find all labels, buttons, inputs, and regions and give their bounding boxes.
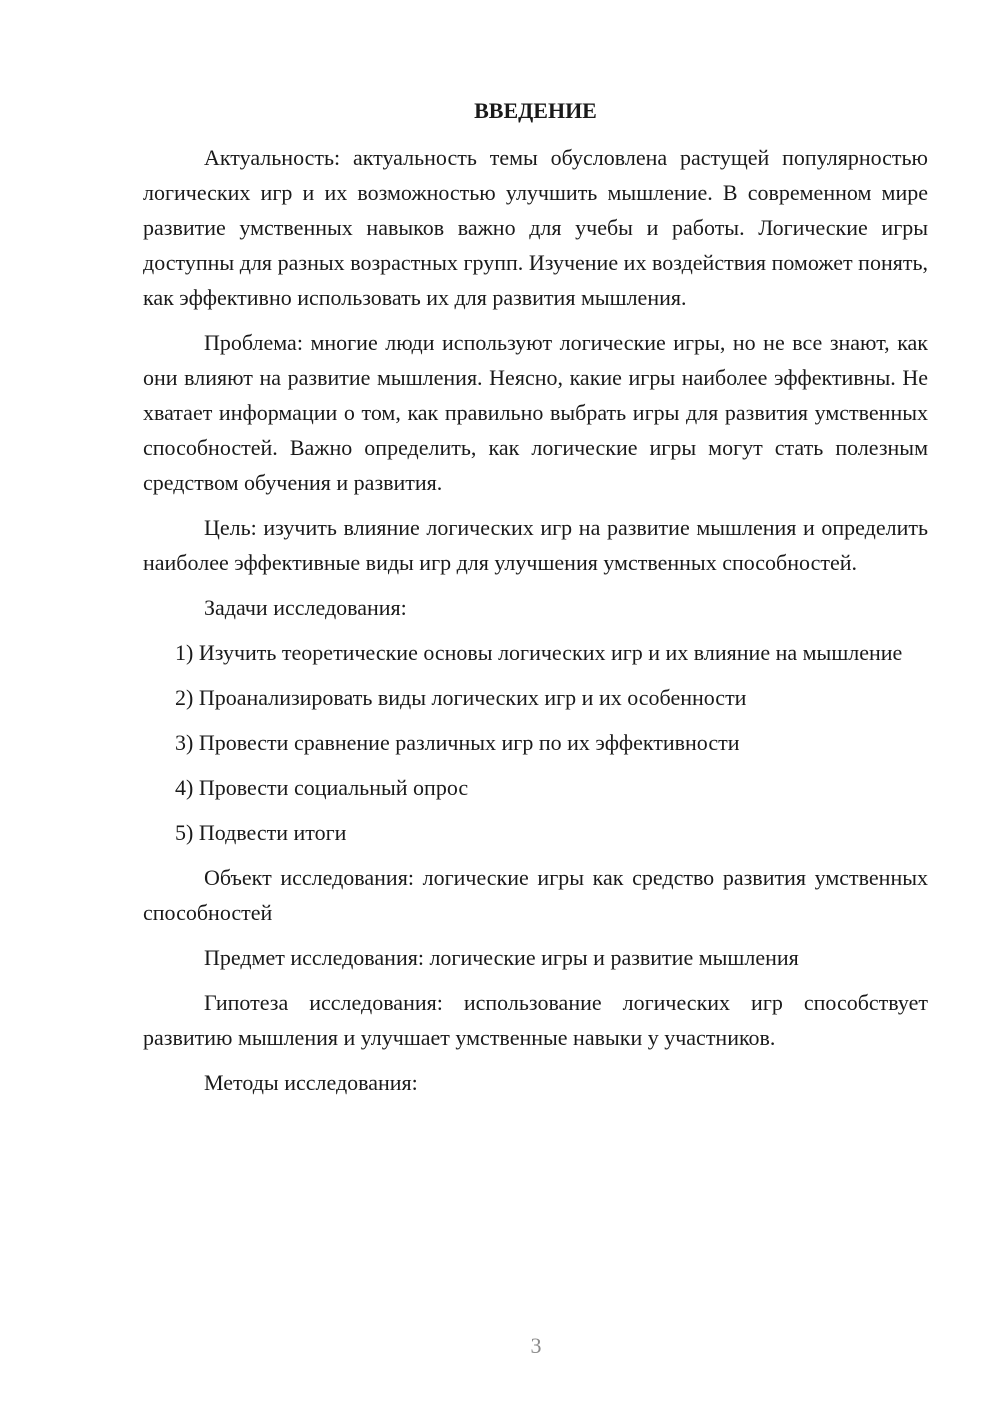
object-paragraph: Объект исследования: логические игры как средство развития умственных способностей — [143, 865, 928, 925]
tasks-list — [143, 635, 928, 850]
relevance-paragraph: Актуальность: актуальность темы обусловлена растущей популярностью логических игр и их возможностью улучшить мышление. В современном мире развитие умственных навыков важно для учебы и работы. Логические игры доступны для разных возрастных групп. Изучение их воздействия поможет понять, как эффективно использовать их для развития мышления. — [143, 145, 928, 310]
task-item: 5) Подвести итоги — [175, 820, 347, 845]
task-item: 1) Изучить теоретические основы логических игр и их влияние на мышление — [175, 640, 903, 665]
task-item: 4) Провести социальный опрос — [175, 775, 469, 800]
page-body — [143, 96, 928, 1100]
tasks-heading: Задачи исследования: — [204, 595, 407, 620]
page-title: ВВЕДЕНИЕ — [474, 98, 597, 123]
subject-paragraph: Предмет исследования: логические игры и развитие мышления — [204, 945, 799, 970]
page-number: 3 — [530, 1333, 542, 1358]
task-item: 2) Проанализировать виды логических игр и их особенности — [175, 685, 747, 710]
hypothesis-paragraph: Гипотеза исследования: использование логических игр способствует развитию мышления и улучшает умственные навыки у участников. — [143, 990, 928, 1050]
task-item: 3) Провести сравнение различных игр по их эффективности — [175, 730, 740, 755]
methods-heading: Методы исследования: — [204, 1070, 418, 1095]
goal-paragraph: Цель: изучить влияние логических игр на развитие мышления и определить наиболее эффективные виды игр для улучшения умственных способностей. — [143, 515, 928, 575]
problem-paragraph: Проблема: многие люди используют логические игры, но не все знают, как они влияют на развитие мышления. Неясно, какие игры наиболее эффективны. Не хватает информации о том, как правильно выбрать игры для развития умственных способностей. Важно определить, как логические игры могут стать полезным средством обучения и развития. — [143, 330, 928, 495]
